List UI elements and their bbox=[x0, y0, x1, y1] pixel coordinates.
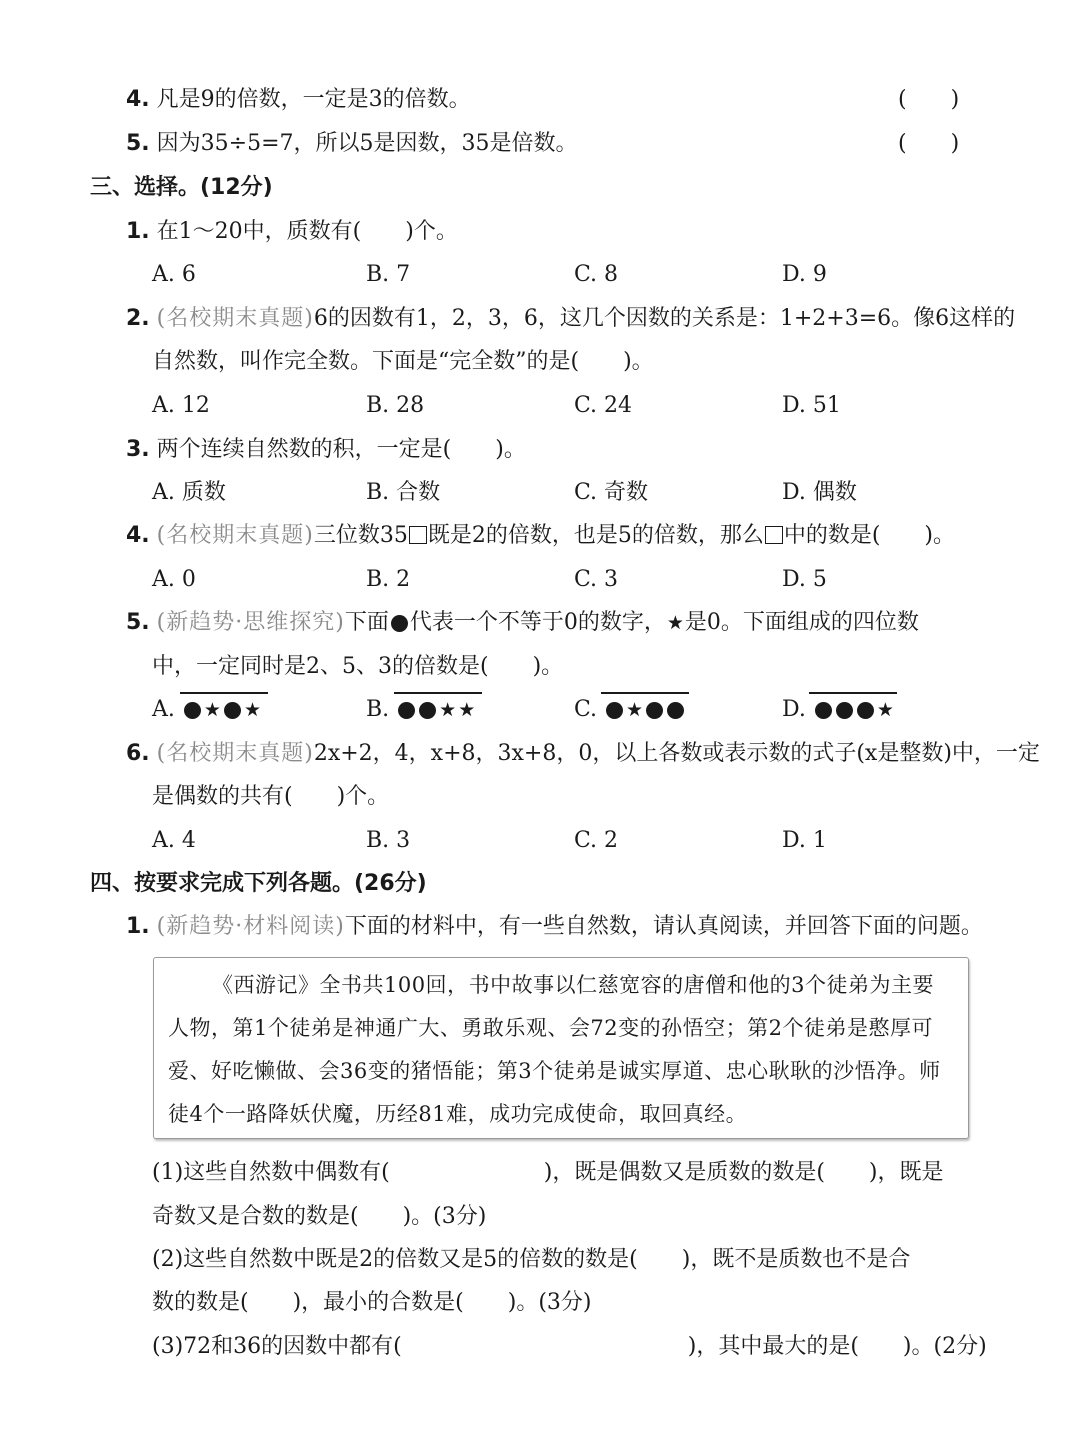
question-text: 代表一个不等于0的数字， bbox=[409, 610, 666, 635]
question-text: 下面的材料中，有一些自然数，请认真阅读，并回答下面的问题。 bbox=[344, 914, 983, 939]
section-title: 三、选择。(12分) bbox=[90, 175, 273, 200]
answer-blank[interactable]: ( ) bbox=[898, 87, 960, 112]
option-letter: C. bbox=[574, 697, 598, 722]
option-c[interactable] bbox=[574, 695, 686, 725]
option-a[interactable]: A. 0 bbox=[152, 567, 196, 592]
overline bbox=[394, 692, 482, 694]
passage-line: 人物，第1个徒弟是神通广大、勇敢乐观、会72变的孙悟空；第2个徒弟是憨厚可 bbox=[168, 1016, 933, 1040]
circle-icon bbox=[606, 702, 623, 719]
choice-q1 bbox=[126, 217, 458, 247]
question-text: 因为35÷5=7，所以5是因数，35是倍数。 bbox=[156, 131, 578, 156]
sub-question-1-line2: 奇数又是合数的数是( )。(3分) bbox=[152, 1204, 487, 1229]
question-number: 3. bbox=[126, 437, 150, 462]
option-a[interactable]: A. 质数 bbox=[152, 480, 226, 505]
star-icon: ★ bbox=[626, 699, 644, 721]
star-icon: ★ bbox=[876, 699, 894, 721]
question-number: 6. bbox=[126, 741, 150, 766]
option-a[interactable]: A. 6 bbox=[152, 262, 196, 287]
option-d[interactable]: D. 5 bbox=[782, 567, 827, 592]
option-d[interactable]: D. 1 bbox=[782, 828, 827, 853]
star-icon: ★ bbox=[243, 699, 261, 721]
question-text: 2x+2，4，x+8，3x+8，0，以上各数或表示数的式子(x是整数)中，一定 bbox=[313, 741, 1040, 766]
option-b[interactable]: B. 3 bbox=[366, 828, 411, 853]
sub-question-1: (1)这些自然数中偶数有( )，既是偶数又是质数的数是( )，既是 bbox=[152, 1160, 944, 1185]
question-tag: (新趋势·材料阅读) bbox=[156, 914, 345, 939]
task-q1 bbox=[126, 912, 983, 942]
option-letter: D. bbox=[782, 697, 806, 722]
question-number: 1. bbox=[126, 219, 150, 244]
option-a[interactable]: A. 12 bbox=[152, 393, 210, 418]
overline bbox=[601, 692, 689, 694]
question-text-line2: 中，一定同时是2、5、3的倍数是( )。 bbox=[152, 654, 564, 679]
overline bbox=[809, 692, 897, 694]
circle-icon bbox=[419, 702, 436, 719]
question-text: 6的因数有1，2，3，6，这几个因数的关系是：1+2+3=6。像6这样的 bbox=[313, 306, 1016, 331]
star-icon: ★ bbox=[439, 699, 457, 721]
option-c[interactable]: C. 24 bbox=[574, 393, 633, 418]
question-text: 下面 bbox=[344, 610, 389, 635]
sub-question-2-line2: 数的数是( )，最小的合数是( )。(3分) bbox=[152, 1290, 592, 1315]
question-tag: (名校期末真题) bbox=[156, 741, 314, 766]
question-tag: (名校期末真题) bbox=[156, 306, 314, 331]
question-tag: (名校期末真题) bbox=[156, 523, 314, 548]
choice-q6 bbox=[126, 739, 1040, 769]
option-b[interactable]: B. 7 bbox=[366, 262, 411, 287]
star-icon: ★ bbox=[666, 612, 684, 634]
option-b[interactable] bbox=[366, 695, 476, 725]
choice-q3 bbox=[126, 435, 526, 465]
section-title: 四、按要求完成下列各题。(26分) bbox=[90, 871, 427, 896]
choice-q4 bbox=[126, 521, 955, 551]
question-text: 是0。下面组成的四位数 bbox=[684, 610, 919, 635]
star-icon: ★ bbox=[458, 699, 476, 721]
circle-icon bbox=[815, 702, 832, 719]
option-c[interactable]: C. 2 bbox=[574, 828, 619, 853]
question-number: 1. bbox=[126, 914, 150, 939]
reading-passage-box bbox=[153, 957, 969, 1139]
sub-question-3: (3)72和36的因数中都有( )，其中最大的是( )。(2分) bbox=[152, 1334, 987, 1359]
square-icon bbox=[765, 526, 783, 544]
circle-icon bbox=[391, 615, 408, 632]
question-text: 三位数35 bbox=[313, 523, 408, 548]
choice-q2 bbox=[126, 304, 1015, 334]
sub-question-2: (2)这些自然数中既是2的倍数又是5的倍数的数是( )，既不是质数也不是合 bbox=[152, 1247, 911, 1272]
question-text-line2: 自然数，叫作完全数。下面是“完全数”的是( )。 bbox=[152, 349, 654, 374]
question-number: 2. bbox=[126, 306, 150, 331]
star-icon: ★ bbox=[203, 699, 221, 721]
option-a[interactable] bbox=[152, 695, 262, 725]
option-letter: B. bbox=[366, 697, 390, 722]
question-text: 在1～20中，质数有( )个。 bbox=[156, 219, 458, 244]
question-number: 4. bbox=[126, 523, 150, 548]
question-tag: (新趋势·思维探究) bbox=[156, 610, 345, 635]
answer-blank[interactable]: ( ) bbox=[898, 131, 960, 156]
option-d[interactable] bbox=[782, 695, 895, 725]
circle-icon bbox=[646, 702, 663, 719]
circle-icon bbox=[184, 702, 201, 719]
circle-icon bbox=[398, 702, 415, 719]
circle-icon bbox=[667, 702, 684, 719]
option-c[interactable]: C. 3 bbox=[574, 567, 619, 592]
circle-icon bbox=[857, 702, 874, 719]
question-text-line2: 是偶数的共有( )个。 bbox=[152, 784, 390, 809]
square-icon bbox=[409, 526, 427, 544]
passage-line: 《西游记》全书共100回，书中故事以仁慈宽容的唐僧和他的3个徒弟为主要 bbox=[212, 973, 934, 997]
question-text: 中的数是( )。 bbox=[783, 523, 956, 548]
question-text: 凡是9的倍数，一定是3的倍数。 bbox=[156, 87, 471, 112]
overline bbox=[180, 692, 268, 694]
option-letter: A. bbox=[152, 697, 175, 722]
option-b[interactable]: B. 28 bbox=[366, 393, 425, 418]
option-d[interactable]: D. 偶数 bbox=[782, 480, 857, 505]
question-number: 5. bbox=[126, 610, 150, 635]
option-c[interactable]: C. 8 bbox=[574, 262, 619, 287]
judge-q5 bbox=[126, 129, 578, 159]
judge-q4 bbox=[126, 85, 471, 115]
circle-icon bbox=[836, 702, 853, 719]
question-text: 两个连续自然数的积，一定是( )。 bbox=[156, 437, 526, 462]
passage-line: 爱、好吃懒做、会36变的猪悟能；第3个徒弟是诚实厚道、忠心耿耿的沙悟净。师 bbox=[168, 1059, 941, 1083]
question-text: 既是2的倍数，也是5的倍数，那么 bbox=[427, 523, 764, 548]
option-c[interactable]: C. 奇数 bbox=[574, 480, 649, 505]
option-a[interactable]: A. 4 bbox=[152, 828, 196, 853]
option-b[interactable]: B. 合数 bbox=[366, 480, 441, 505]
option-d[interactable]: D. 51 bbox=[782, 393, 841, 418]
question-number: 4. bbox=[126, 87, 150, 112]
circle-icon bbox=[224, 702, 241, 719]
passage-line: 徒4个一路降妖伏魔，历经81难，成功完成使命，取回真经。 bbox=[168, 1102, 748, 1126]
option-d[interactable]: D. 9 bbox=[782, 262, 827, 287]
question-number: 5. bbox=[126, 131, 150, 156]
option-b[interactable]: B. 2 bbox=[366, 567, 411, 592]
choice-q5 bbox=[126, 608, 919, 638]
